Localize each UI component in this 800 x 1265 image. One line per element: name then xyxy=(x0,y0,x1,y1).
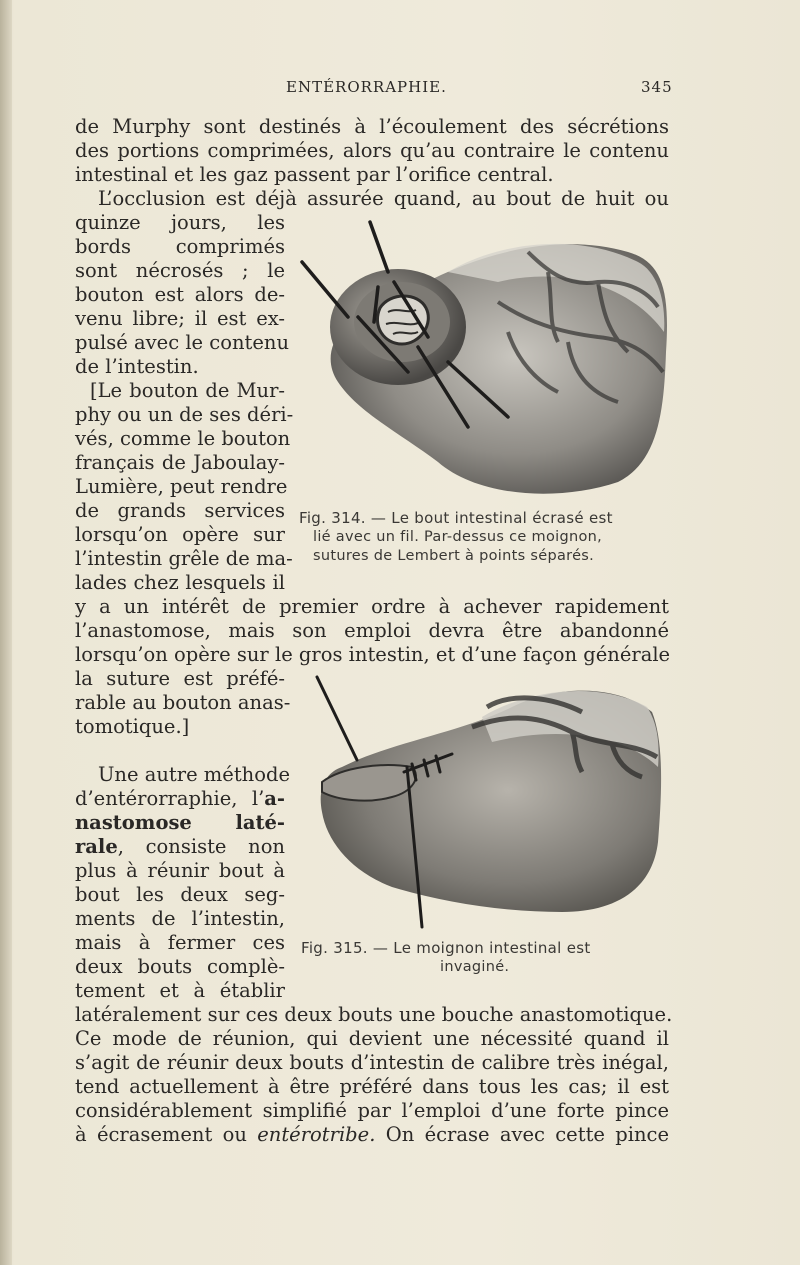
column-line: rable au bouton anas- xyxy=(75,691,291,714)
column-line xyxy=(75,835,285,859)
column-line: Lumière, peut rendre xyxy=(75,475,288,498)
column-line: la suture est préfé- xyxy=(75,667,285,690)
column-line: quinze jours, les xyxy=(75,211,285,234)
bold-term: nastomose laté- xyxy=(75,811,285,834)
column-line: tement et à établir xyxy=(75,979,285,1002)
body-line: l’anastomose, mais son emploi devra être abandonné xyxy=(75,619,669,642)
figure-314-caption: sutures de Lembert à points séparés. xyxy=(313,548,595,564)
figure-314-caption-label: Fig. 314. — Le bout intestinal écrasé est xyxy=(299,509,613,527)
column-line: venu libre; il est ex- xyxy=(75,307,285,330)
column-line: ments de l’intestin, xyxy=(75,907,285,930)
column-line: français de Jaboulay- xyxy=(75,451,285,474)
body-line: des portions comprimées, alors qu’au contraire le contenu xyxy=(75,139,669,162)
column-line: mais à fermer ces xyxy=(75,931,285,954)
body-line: considérablement simplifié par l’emploi d’une forte pince xyxy=(75,1099,669,1122)
page-number: 345 xyxy=(641,78,673,96)
column-line: bords comprimés xyxy=(75,235,285,258)
body-line: latéralement sur ces deux bouts une bouche anastomotique. xyxy=(75,1003,673,1026)
figure-315-caption: invaginé. xyxy=(440,959,510,975)
body-line: L’occlusion est déjà assurée quand, au bout de huit ou xyxy=(98,187,669,210)
column-line: sont nécrosés ; le xyxy=(75,259,285,282)
column-line: deux bouts complè- xyxy=(75,955,285,978)
running-head-title: ENTÉRORRAPHIE. xyxy=(286,78,447,96)
bold-term: a- xyxy=(264,787,285,810)
text-span: d’entérorraphie, l’ xyxy=(75,787,265,810)
column-line: bouton est alors de- xyxy=(75,283,285,306)
column-line: bout les deux seg- xyxy=(75,883,285,906)
italic-term: entérotribe. xyxy=(257,1123,376,1146)
column-line: pulsé avec le contenu xyxy=(75,331,290,354)
column-line: plus à réunir bout à xyxy=(75,859,285,882)
body-line: y a un intérêt de premier ordre à achever rapidement xyxy=(75,595,669,618)
body-line: Ce mode de réunion, qui devient une nécessité quand il xyxy=(75,1027,669,1050)
bold-term: rale xyxy=(75,835,118,858)
figure-314-caption: lié avec un fil. Par-dessus ce moignon, xyxy=(313,529,603,545)
column-line: lades chez lesquels il xyxy=(75,571,285,594)
body-line: lorsqu’on opère sur le gros intestin, et d’une façon générale xyxy=(75,643,671,666)
column-line: Une autre méthode xyxy=(98,763,291,786)
page-gutter xyxy=(0,0,12,1265)
column-line: de grands services xyxy=(75,499,285,522)
body-line: intestinal et les gaz passent par l’orifice central. xyxy=(75,163,554,186)
column-line: vés, comme le bouton xyxy=(75,427,291,450)
text-span: On écrase avec cette pince xyxy=(375,1123,669,1146)
text-span: à écrasement ou xyxy=(75,1123,258,1146)
column-line: l’intestin grêle de ma- xyxy=(75,547,293,570)
column-line: phy ou un de ses déri- xyxy=(75,403,294,426)
column-line: tomotique.] xyxy=(75,715,190,738)
body-line: de Murphy sont destinés à l’écoulement des sécrétions xyxy=(75,115,669,138)
figure-315-caption-label: Fig. 315. — Le moignon intestinal est xyxy=(301,939,591,957)
body-line xyxy=(75,1123,669,1147)
text-span: , consiste non xyxy=(117,835,285,858)
figure-314-illustration xyxy=(298,212,670,498)
column-line: de l’intestin. xyxy=(75,355,199,378)
column-line xyxy=(75,787,285,811)
column-line: lorsqu’on opère sur xyxy=(75,523,285,546)
body-line: tend actuellement à être préféré dans tous les cas; il est xyxy=(75,1075,669,1098)
body-line: s’agit de réunir deux bouts d’intestin de calibre très inégal, xyxy=(75,1051,669,1074)
figure-315-illustration xyxy=(312,672,664,938)
column-line: [Le bouton de Mur- xyxy=(90,379,285,402)
